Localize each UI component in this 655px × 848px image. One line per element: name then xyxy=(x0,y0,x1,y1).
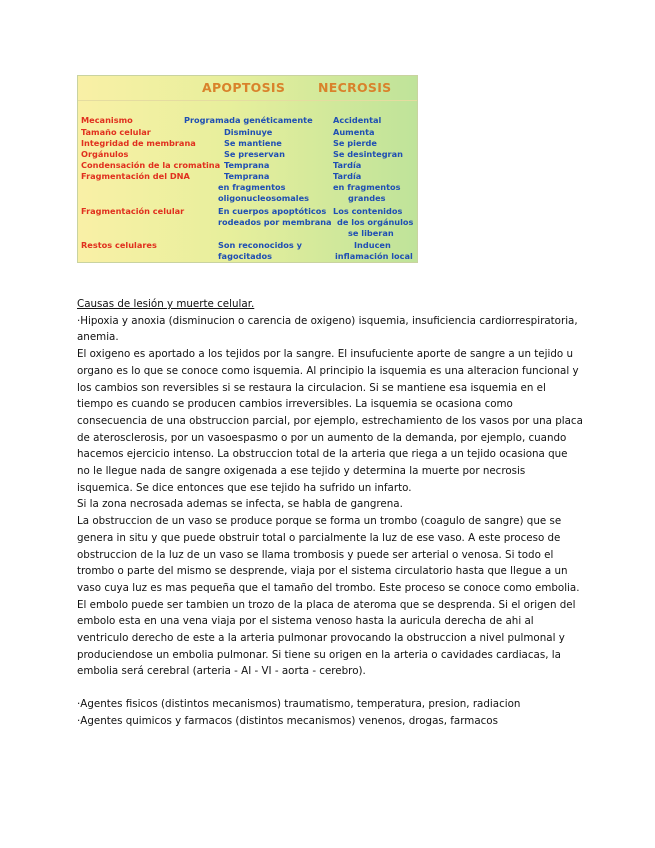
section-heading: Causas de lesión y muerte celular. xyxy=(77,298,255,310)
row-necrosis-value: inflamación local xyxy=(335,251,413,262)
row-feature: Orgánulos xyxy=(81,149,129,159)
row-apoptosis-value: Disminuye xyxy=(224,127,273,137)
row-necrosis-value: Se pierde xyxy=(333,138,377,148)
paragraph: Si la zona necrosada ademas se infecta, se habla de gangrena. xyxy=(77,498,403,511)
list-item: ·Agentes quimicos y farmacos (distintos mecanismos) venenos, drogas, farmacos xyxy=(77,714,498,727)
list-item: ·Agentes fisicos (distintos mecanismos) traumatismo, temperatura, presion, radiacion xyxy=(77,698,521,711)
row-feature: Fragmentación celular xyxy=(81,206,185,216)
header-divider xyxy=(78,100,417,101)
row-feature: Restos celulares xyxy=(81,240,157,250)
row-feature: Tamaño celular xyxy=(81,127,151,137)
row-necrosis-value: Tardía xyxy=(333,171,362,181)
row-apoptosis-value: Temprana xyxy=(224,160,270,170)
header-apoptosis: APOPTOSIS xyxy=(202,80,286,95)
row-necrosis-value: Accidental xyxy=(333,115,382,125)
row-apoptosis-value: Se preservan xyxy=(224,149,285,159)
spacer xyxy=(77,680,583,696)
row-feature: Condensación de la cromatina xyxy=(81,160,221,170)
row-necrosis-value: Aumenta xyxy=(333,127,375,137)
row-apoptosis-value: Se mantiene xyxy=(224,138,282,148)
row-necrosis-value: Tardía xyxy=(333,160,362,170)
row-apoptosis-value: fagocitados xyxy=(218,251,273,262)
paragraph: ·Hipoxia y anoxia (disminucion o carencia de oxigeno) isquemia, insuficiencia cardiorrespiratoria, anemia. xyxy=(77,314,578,344)
header-necrosis: NECROSIS xyxy=(318,80,392,95)
paragraph: El oxigeno es aportado a los tejidos por la sangre. El insufuciente aporte de sangre a un tejido u organo es lo que se conoce como isquemia. Al principio la isquemia es una alteracion funcional y los cambios son reversibles si se restaura la circulacion. Si se mantiene esa isquemia en el tiempo es cuando se producen cambios irreversibles. La isquemia se ocasiona como consecuencia de una obstruccion parcial, por ejemplo, estrechamiento de los vasos por una placa de aterosclerosis, por un vasoespasmo o por un aumento de la demanda, por ejemplo, cuando hacemos ejercicio intenso. La obstruccion total de la arteria que riega a un tejido ocasiona que no le llegue nada de sangre oxigenada a ese tejido y determina la muerte por necrosis isquemica. Se dice entonces que ese tejido ha sufrido un infarto. xyxy=(77,348,583,494)
row-apoptosis-value: oligonucleosomales xyxy=(218,193,310,204)
paragraph: La obstruccion de un vaso se produce porque se forma un trombo (coagulo de sangre) que se genera in situ y que puede obstruir total o parcialmente la luz de ese vaso. A este proceso de obstruccion de la luz de un vaso se llama trombosis y puede ser arterial o venosa. Si todo el trombo o parte del mismo se desprende, viaja por el sistema circulatorio hasta que llegue a un vaso cuya luz es mas pequeña que el tamaño del trombo. Este proceso se conoce como embolia. El embolo puede ser tambien un trozo de la placa de ateroma que se desprenda. Si el origen del embolo esta en una vena viaja por el sistema venoso hasta la auricula derecha de ahi al ventriculo derecho de este a la arteria pulmonar provocando la obstruccion a nivel pulmonal y produciendose un embolia pulmonar. Si tiene su origen en la arteria o cavidades cardiacas, la embolia será cerebral (arteria - AI - VI - aorta - cerebro). xyxy=(77,515,580,678)
row-apoptosis-value: en fragmentos xyxy=(218,182,286,193)
row-apoptosis-value: Programada genéticamente xyxy=(184,115,313,125)
row-feature: Mecanismo xyxy=(81,115,133,125)
row-apoptosis-value: En cuerpos apoptóticos xyxy=(218,206,327,216)
row-necrosis-value: en fragmentos xyxy=(333,182,401,193)
document-body xyxy=(77,296,583,730)
row-apoptosis-value: Son reconocidos y xyxy=(218,240,302,250)
row-necrosis-value: Inducen xyxy=(354,240,391,250)
row-feature: Integridad de membrana xyxy=(81,138,196,148)
row-apoptosis-value: rodeados por membrana xyxy=(218,217,332,228)
row-necrosis-value: grandes xyxy=(348,193,386,204)
row-apoptosis-value: Temprana xyxy=(224,171,270,181)
apoptosis-necrosis-table xyxy=(77,75,418,263)
row-necrosis-value: de los orgánulos xyxy=(337,217,414,228)
row-feature: Fragmentación del DNA xyxy=(81,171,190,181)
row-necrosis-value: se liberan xyxy=(348,228,394,239)
row-necrosis-value: Los contenidos xyxy=(333,206,403,216)
row-necrosis-value: Se desintegran xyxy=(333,149,403,159)
